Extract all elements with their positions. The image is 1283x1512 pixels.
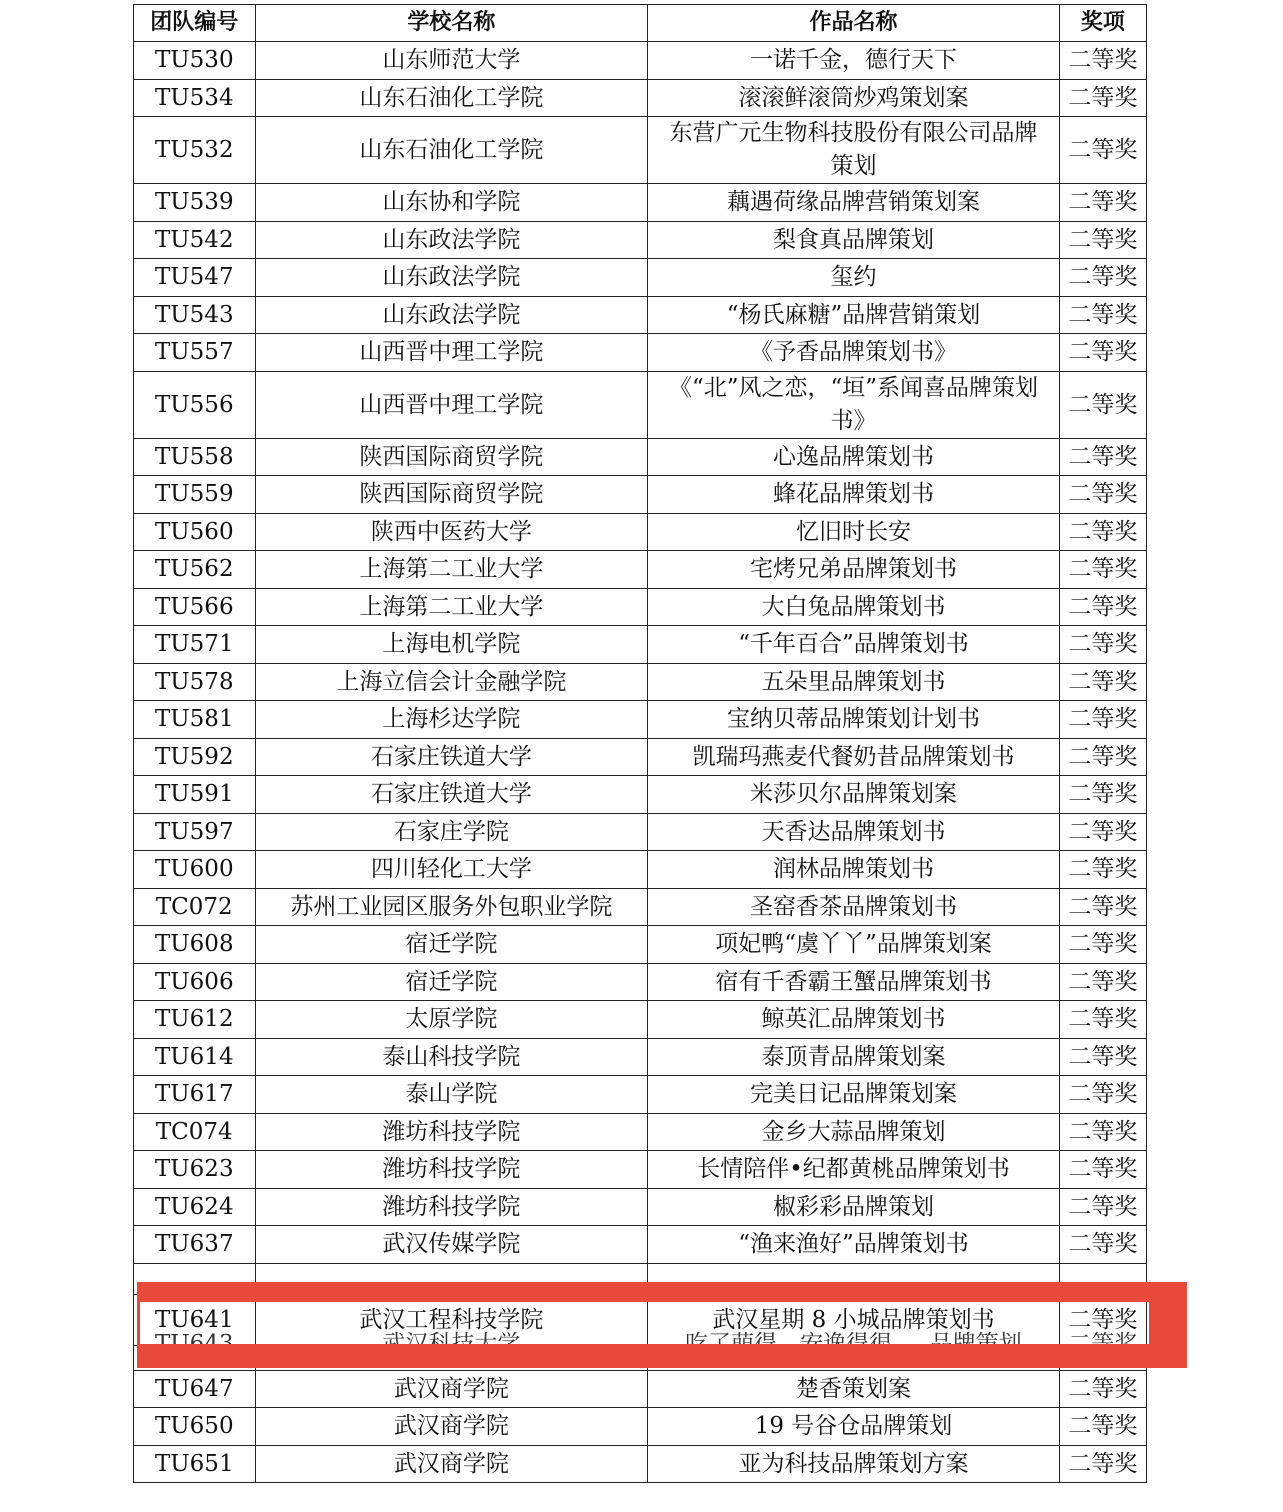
- table-row: [134, 776, 1147, 814]
- table-row: [134, 926, 1147, 964]
- team-id-cell: TU617: [134, 1076, 256, 1114]
- team-id-cell: TU608: [134, 926, 256, 964]
- team-id-cell: TU559: [134, 476, 256, 514]
- award-cell-text: 二等奖: [1068, 1330, 1138, 1357]
- award-cell: 二等奖: [1059, 551, 1146, 589]
- table-row: [134, 1076, 1147, 1114]
- table-row: [134, 42, 1147, 80]
- awards-table: [133, 4, 1147, 1483]
- table-row: [134, 701, 1147, 739]
- school-cell: 石家庄铁道大学: [255, 738, 648, 776]
- header-school: 学校名称: [255, 5, 648, 42]
- award-cell: 二等奖: [1059, 588, 1146, 626]
- school-cell: 山东石油化工学院: [255, 117, 648, 184]
- work-cell: 天香达品牌策划书: [648, 813, 1059, 851]
- school-cell: 武汉商学院: [255, 1408, 648, 1446]
- school-cell: 山西晋中理工学院: [255, 334, 648, 372]
- school-cell: 潍坊科技学院: [255, 1188, 648, 1226]
- team-id-cell: TU578: [134, 663, 256, 701]
- table-row: [134, 813, 1147, 851]
- school-cell: 陕西国际商贸学院: [255, 476, 648, 514]
- table-row: [134, 626, 1147, 664]
- school-cell: 上海立信会计金融学院: [255, 663, 648, 701]
- school-cell: 山东师范大学: [255, 42, 648, 80]
- award-cell: 二等奖: [1059, 334, 1146, 372]
- team-id-cell: TU591: [134, 776, 256, 814]
- table-row: [134, 663, 1147, 701]
- work-cell: 泰顶青品牌策划案: [648, 1038, 1059, 1076]
- award-cell: 二等奖: [1059, 1038, 1146, 1076]
- table-row: [134, 738, 1147, 776]
- award-cell: 二等奖: [1059, 184, 1146, 222]
- school-cell: 武汉工程科技学院: [255, 1294, 648, 1345]
- table-row: [134, 259, 1147, 297]
- team-id-cell: TU571: [134, 626, 256, 664]
- work-cell: 完美日记品牌策划案: [648, 1076, 1059, 1114]
- work-cell: 19 号谷仓品牌策划: [648, 1408, 1059, 1446]
- award-cell: 二等奖: [1059, 1408, 1146, 1446]
- team-id-cell: TU532: [134, 117, 256, 184]
- award-cell: 二等奖: [1059, 296, 1146, 334]
- award-cell: 二等奖: [1059, 1001, 1146, 1039]
- award-cell: 二等奖: [1059, 42, 1146, 80]
- award-cell: 二等奖: [1059, 371, 1146, 438]
- school-cell: 山东协和学院: [255, 184, 648, 222]
- award-cell: 二等奖: [1059, 221, 1146, 259]
- award-cell: 二等奖: [1059, 513, 1146, 551]
- header-award: 奖项: [1059, 5, 1146, 42]
- school-cell: [255, 1330, 648, 1370]
- table-row: [134, 963, 1147, 1001]
- empty-cell: [648, 1263, 1059, 1294]
- table-row: [134, 438, 1147, 476]
- work-cell: 楚香策划案: [648, 1370, 1059, 1408]
- award-cell: 二等奖: [1059, 663, 1146, 701]
- table-row: [134, 1226, 1147, 1264]
- award-cell: 二等奖: [1059, 626, 1146, 664]
- work-cell: 藕遇荷缘品牌营销策划案: [648, 184, 1059, 222]
- school-cell: 宿迁学院: [255, 926, 648, 964]
- team-id-cell: TU543: [134, 296, 256, 334]
- award-cell: 二等奖: [1059, 776, 1146, 814]
- work-cell: 《予香品牌策划书》: [648, 334, 1059, 372]
- team-id-cell: TU600: [134, 851, 256, 889]
- work-cell: 忆旧时长安: [648, 513, 1059, 551]
- team-id-cell: TU556: [134, 371, 256, 438]
- school-cell: 山东政法学院: [255, 259, 648, 297]
- table-row: [134, 513, 1147, 551]
- team-id-cell: TU637: [134, 1226, 256, 1264]
- work-cell: 鲸英汇品牌策划书: [648, 1001, 1059, 1039]
- team-id-cell: TU542: [134, 221, 256, 259]
- empty-cell: [134, 1263, 256, 1294]
- empty-cell: [255, 1263, 648, 1294]
- award-cell: 二等奖: [1059, 1445, 1146, 1483]
- award-cell: 二等奖: [1059, 1226, 1146, 1264]
- work-cell: 圣窑香茶品牌策划书: [648, 888, 1059, 926]
- school-cell: 潍坊科技学院: [255, 1113, 648, 1151]
- work-cell-text: 吃了萌得，安逸得很 — 品牌策划: [685, 1330, 1022, 1357]
- team-id-cell: TU562: [134, 551, 256, 589]
- school-cell: 潍坊科技学院: [255, 1151, 648, 1189]
- work-cell: 滚滚鲜滚筒炒鸡策划案: [648, 79, 1059, 117]
- school-cell: 石家庄铁道大学: [255, 776, 648, 814]
- header-work: 作品名称: [648, 5, 1059, 42]
- work-cell: 心逸品牌策划书: [648, 438, 1059, 476]
- table-row: [134, 371, 1147, 438]
- team-id-cell: TU650: [134, 1408, 256, 1446]
- work-cell: 五朵里品牌策划书: [648, 663, 1059, 701]
- school-cell: 上海电机学院: [255, 626, 648, 664]
- award-cell: 二等奖: [1059, 1113, 1146, 1151]
- award-cell: 二等奖: [1059, 738, 1146, 776]
- team-id-cell: TU623: [134, 1151, 256, 1189]
- team-id-cell: TU539: [134, 184, 256, 222]
- team-id-cell: TC074: [134, 1113, 256, 1151]
- award-cell: 二等奖: [1059, 926, 1146, 964]
- award-cell: 二等奖: [1059, 117, 1146, 184]
- school-cell: 苏州工业园区服务外包职业学院: [255, 888, 648, 926]
- team-id-cell: TU557: [134, 334, 256, 372]
- award-cell: 二等奖: [1059, 259, 1146, 297]
- work-cell: 米莎贝尔品牌策划案: [648, 776, 1059, 814]
- work-cell: 玺约: [648, 259, 1059, 297]
- school-cell: 上海第二工业大学: [255, 551, 648, 589]
- team-id-cell: TU534: [134, 79, 256, 117]
- team-id-cell: TU651: [134, 1445, 256, 1483]
- header-team-id: 团队编号: [134, 5, 256, 42]
- work-cell: 凯瑞玛燕麦代餐奶昔品牌策划书: [648, 738, 1059, 776]
- table-row: [134, 1188, 1147, 1226]
- team-id-cell: TU612: [134, 1001, 256, 1039]
- school-cell: 泰山学院: [255, 1076, 648, 1114]
- work-cell: 武汉星期 8 小城品牌策划书: [648, 1294, 1059, 1345]
- work-cell: [648, 1330, 1059, 1370]
- table-row: [134, 1370, 1147, 1408]
- work-cell: 长情陪伴•纪都黄桃品牌策划书: [648, 1151, 1059, 1189]
- work-cell: 润林品牌策划书: [648, 851, 1059, 889]
- award-cell: 二等奖: [1059, 888, 1146, 926]
- work-cell: 《“北”风之恋，“垣”系闻喜品牌策划书》: [648, 371, 1059, 438]
- school-cell: 石家庄学院: [255, 813, 648, 851]
- work-cell: 大白兔品牌策划书: [648, 588, 1059, 626]
- work-cell: 一诺千金，德行天下: [648, 42, 1059, 80]
- spacer-row: [134, 1263, 1147, 1294]
- work-cell: 项妃鸭“虞丫丫”品牌策划案: [648, 926, 1059, 964]
- award-cell: 二等奖: [1059, 701, 1146, 739]
- table-row: [134, 1445, 1147, 1483]
- team-id-cell: TU641: [134, 1294, 256, 1345]
- table-row: [134, 888, 1147, 926]
- table-row: [134, 117, 1147, 184]
- award-cell: 二等奖: [1059, 851, 1146, 889]
- award-cell: 二等奖: [1059, 1151, 1146, 1189]
- team-id-cell: TU592: [134, 738, 256, 776]
- work-cell: 梨食真品牌策划: [648, 221, 1059, 259]
- table-row: [134, 551, 1147, 589]
- work-cell: 东营广元生物科技股份有限公司品牌策划: [648, 117, 1059, 184]
- school-cell: 山西晋中理工学院: [255, 371, 648, 438]
- team-id-cell: TU558: [134, 438, 256, 476]
- school-cell: 武汉传媒学院: [255, 1226, 648, 1264]
- team-id-cell: TU614: [134, 1038, 256, 1076]
- work-cell: 宝纳贝蒂品牌策划计划书: [648, 701, 1059, 739]
- award-cell: 二等奖: [1059, 1076, 1146, 1114]
- table-row: [134, 588, 1147, 626]
- award-cell: [1059, 1330, 1146, 1370]
- award-cell: 二等奖: [1059, 813, 1146, 851]
- school-cell: 四川轻化工大学: [255, 851, 648, 889]
- award-cell: 二等奖: [1059, 79, 1146, 117]
- table-row: [134, 1113, 1147, 1151]
- award-cell: 二等奖: [1059, 963, 1146, 1001]
- table-row: [134, 334, 1147, 372]
- award-cell: 二等奖: [1059, 476, 1146, 514]
- school-cell: 泰山科技学院: [255, 1038, 648, 1076]
- team-id-cell-text: TU643: [154, 1330, 234, 1357]
- team-id-cell: TU530: [134, 42, 256, 80]
- school-cell: 太原学院: [255, 1001, 648, 1039]
- team-id-cell: TU581: [134, 701, 256, 739]
- school-cell: 上海第二工业大学: [255, 588, 648, 626]
- header-row: [134, 5, 1147, 42]
- table-row: [134, 79, 1147, 117]
- work-cell: 金乡大蒜品牌策划: [648, 1113, 1059, 1151]
- table-row: [134, 221, 1147, 259]
- table-row: [134, 1151, 1147, 1189]
- team-id-cell: TU547: [134, 259, 256, 297]
- school-cell: 上海杉达学院: [255, 701, 648, 739]
- award-cell: 二等奖: [1059, 1370, 1146, 1408]
- table-row: [134, 1408, 1147, 1446]
- award-cell: 二等奖: [1059, 1188, 1146, 1226]
- table-row: [134, 1345, 1147, 1370]
- table-body: [134, 42, 1147, 1483]
- team-id-cell: TU647: [134, 1370, 256, 1408]
- team-id-cell: TU624: [134, 1188, 256, 1226]
- team-id-cell: TU597: [134, 813, 256, 851]
- table-row: [134, 296, 1147, 334]
- team-id-cell: [134, 1330, 256, 1370]
- work-cell: “渔来渔好”品牌策划书: [648, 1226, 1059, 1264]
- table-row: [134, 1038, 1147, 1076]
- award-cell: 二等奖: [1059, 438, 1146, 476]
- table-row: [134, 1001, 1147, 1039]
- school-cell: 山东政法学院: [255, 221, 648, 259]
- work-cell: “千年百合”品牌策划书: [648, 626, 1059, 664]
- work-cell: 蜂花品牌策划书: [648, 476, 1059, 514]
- work-cell: 椒彩彩品牌策划: [648, 1188, 1059, 1226]
- work-cell: 宿有千香霸王蟹品牌策划书: [648, 963, 1059, 1001]
- work-cell: 宅烤兄弟品牌策划书: [648, 551, 1059, 589]
- school-cell: 武汉商学院: [255, 1445, 648, 1483]
- team-id-cell: TU560: [134, 513, 256, 551]
- school-cell: 陕西中医药大学: [255, 513, 648, 551]
- school-cell: 陕西国际商贸学院: [255, 438, 648, 476]
- table-row: [134, 476, 1147, 514]
- school-cell: 山东石油化工学院: [255, 79, 648, 117]
- table-row: [134, 851, 1147, 889]
- school-cell: 武汉商学院: [255, 1370, 648, 1408]
- team-id-cell: TU606: [134, 963, 256, 1001]
- award-cell: 二等奖: [1059, 1294, 1146, 1345]
- school-cell-text: 武汉科技大学: [382, 1330, 521, 1357]
- table-row: [134, 184, 1147, 222]
- empty-cell: [1059, 1263, 1146, 1294]
- work-cell: “杨氏麻糖”品牌营销策划: [648, 296, 1059, 334]
- team-id-cell: TC072: [134, 888, 256, 926]
- school-cell: 宿迁学院: [255, 963, 648, 1001]
- school-cell: 山东政法学院: [255, 296, 648, 334]
- work-cell: 亚为科技品牌策划方案: [648, 1445, 1059, 1483]
- team-id-cell: TU566: [134, 588, 256, 626]
